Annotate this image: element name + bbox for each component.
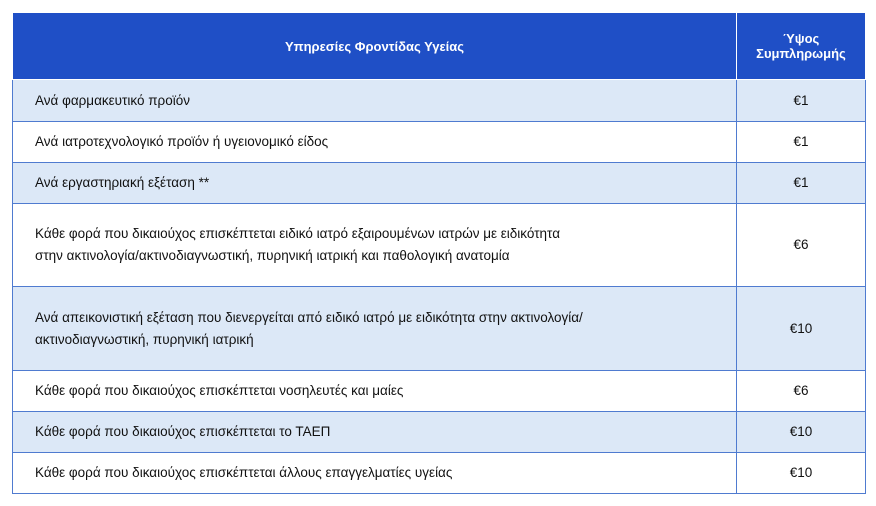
table-row [13, 204, 866, 287]
amount-cell: €1 [737, 163, 866, 204]
amount-cell: €1 [737, 122, 866, 163]
amount-cell: €10 [737, 453, 866, 494]
amount-cell: €10 [737, 287, 866, 371]
service-cell: Ανά φαρμακευτικό προϊόν [13, 80, 737, 122]
table-row [13, 412, 866, 453]
service-cell: Κάθε φορά που δικαιούχος επισκέπτεται ειδικό ιατρό εξαιρουμένων ιατρών με ειδικότητα στην ακτινολογία/ακτινοδιαγνωστική, πυρηνική ιατρική και παθολογική ανατομία [13, 204, 737, 287]
table-row [13, 163, 866, 204]
header-services: Υπηρεσίες Φροντίδας Υγείας [13, 13, 737, 80]
service-cell: Ανά εργαστηριακή εξέταση ** [13, 163, 737, 204]
amount-cell: €6 [737, 204, 866, 287]
amount-cell: €6 [737, 371, 866, 412]
service-cell: Κάθε φορά που δικαιούχος επισκέπτεται άλλους επαγγελματίες υγείας [13, 453, 737, 494]
service-cell: Ανά ιατροτεχνολογικό προϊόν ή υγειονομικό είδος [13, 122, 737, 163]
amount-cell: €10 [737, 412, 866, 453]
service-cell: Κάθε φορά που δικαιούχος επισκέπτεται νοσηλευτές και μαίες [13, 371, 737, 412]
table-row [13, 80, 866, 122]
table-row [13, 287, 866, 371]
service-cell: Ανά απεικονιστική εξέταση που διενεργείται από ειδικό ιατρό με ειδικότητα στην ακτινολογία/ακτινοδιαγνωστική, πυρηνική ιατρική [13, 287, 737, 371]
amount-cell: €1 [737, 80, 866, 122]
header-amount: Ύψος Συμπληρωμής [737, 13, 866, 80]
table-header-row [13, 13, 866, 80]
table-row [13, 371, 866, 412]
copayment-table [12, 12, 866, 494]
table-row [13, 453, 866, 494]
table-row [13, 122, 866, 163]
service-cell: Κάθε φορά που δικαιούχος επισκέπτεται το ΤΑΕΠ [13, 412, 737, 453]
